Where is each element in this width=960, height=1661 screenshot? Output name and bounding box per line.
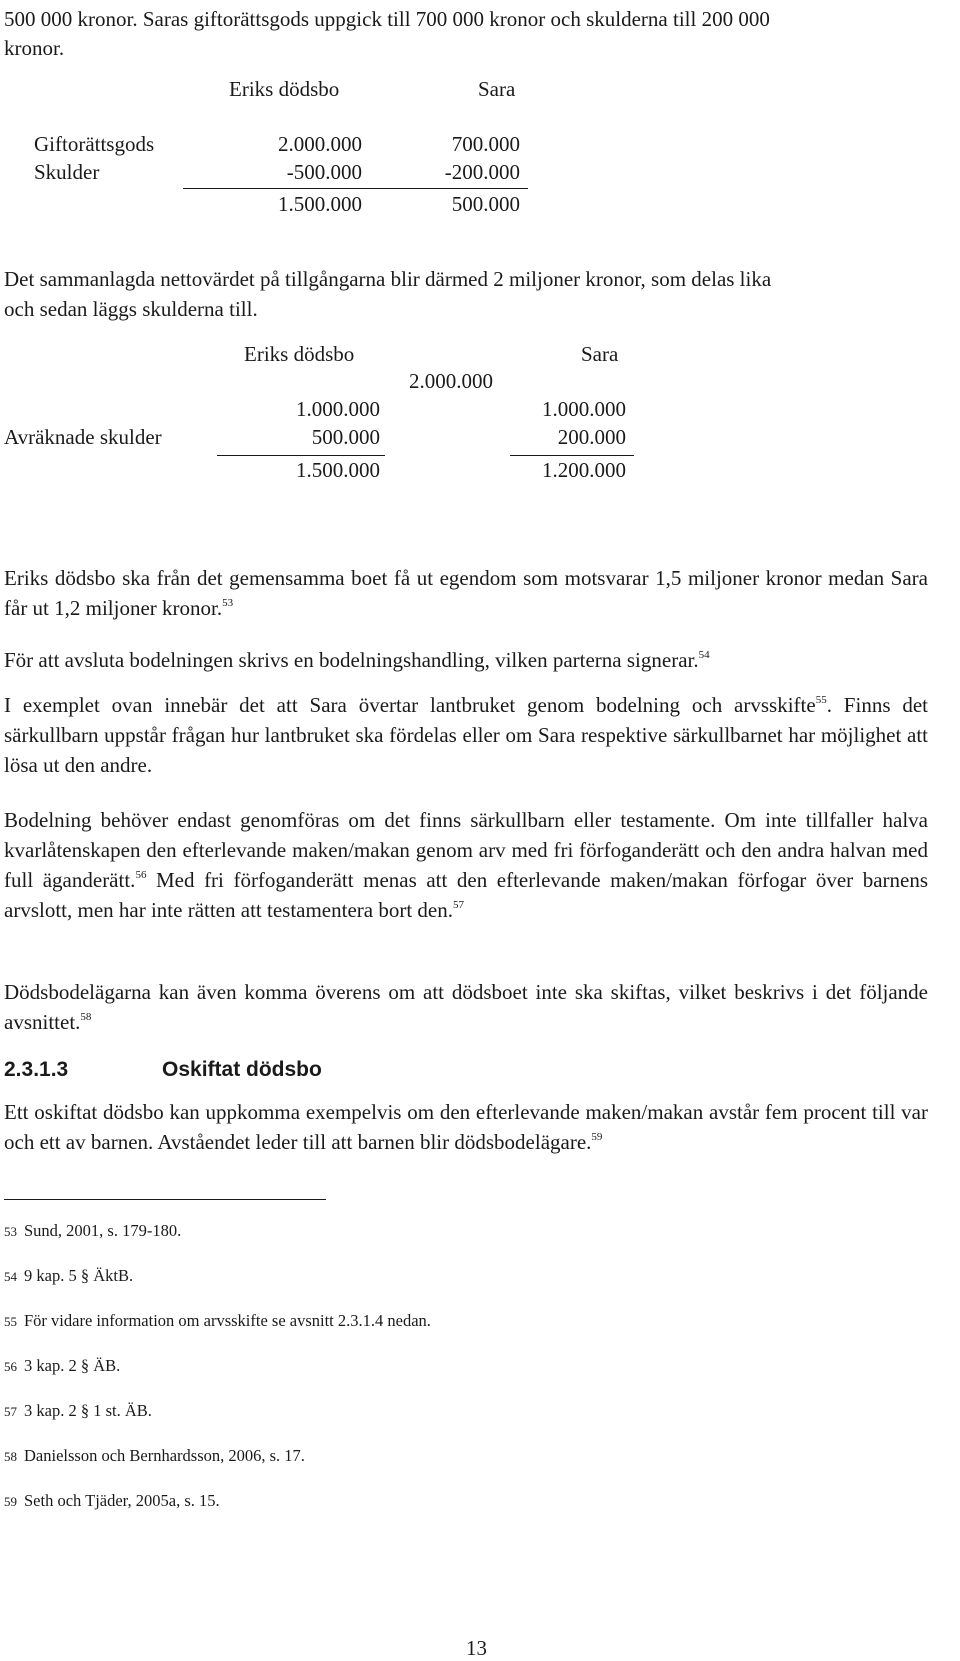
paragraph: För att avsluta bodelningen skrivs en bodelningshandling, vilken parterna signerar.$^{54}$ [4,648,710,672]
footnote: 53 Sund, 2001, s. 179-180. [4,1221,182,1240]
footnote-ref[interactable]: 54 [698,649,710,661]
table1-header-erik: Eriks dödsbo [229,77,340,101]
footnote: 54 9 kap. 5 § ÄktB. [4,1266,134,1285]
page-number: 13 [466,1636,487,1660]
section-number: 2.3.1.3 [4,1058,69,1081]
table2-combined: 2.000.000 [409,369,493,393]
footnote: 57 3 kap. 2 § 1 st. ÄB. [4,1401,152,1420]
paragraph: I exemplet ovan innebär det att Sara övertar lantbruket genom bodelning och arvsskifte$^{55}$. Finns det särkullbarn uppstår frågan hur lantbruket ska fördelas eller om Sara respektive särkullbarnet har möjlighet att lösa ut den andre. [4,693,929,777]
table1-row-label: Giftorättsgods [34,132,155,156]
paragraph-line: Det sammanlagda nettovärdet på tillgångarna blir därmed 2 miljoner kronor, som delas lika [4,267,772,291]
footnote-ref[interactable]: 59 [591,1131,603,1143]
table1-total-sara: 500.000 [451,192,520,216]
paragraph: Dödsbodelägarna kan även komma överens om att dödsboet inte ska skiftas, vilket beskrivs i det följande avsnittet.$^{58}$ [4,980,928,1034]
table2-debt-erik: 500.000 [311,425,380,449]
footnote-separator [4,1199,326,1200]
table1-cell-erik: 2.000.000 [278,132,362,156]
footnote-ref[interactable]: 57 [453,899,464,911]
paragraph: Eriks dödsbo ska från det gemensamma boet få ut egendom som motsvarar 1,5 miljoner kronor medan Sara får ut 1,2 miljoner kronor.$^{53}$ [4,566,928,620]
footnote-ref[interactable]: 56 [135,869,147,881]
footnote: 56 3 kap. 2 § ÄB. [4,1356,121,1375]
intro-line-1: 500 000 kronor. Saras giftorättsgods uppgick till 700 000 kronor och skulderna till 200 000 [4,7,770,31]
table2-total-sara: 1.200.000 [542,458,626,482]
paragraph: Bodelning behöver endast genomföras om det finns särkullbarn eller testamente. Om inte tillfaller halva kvarlåtenskapen den efterlevande maken/makan genom arv med fri förfoganderätt och den andra halvan med full äganderätt.$^{56}$ Med fri förfoganderätt menas att den efterlevande maken/makan förfogar över barnens arvslott, men har inte rätten att testamentera bort den.$^{57}$ [4,808,929,922]
table2-half-erik: 1.000.000 [296,397,380,421]
table2-debt-sara: 200.000 [557,425,626,449]
section-title: Oskiftat dödsbo [162,1058,322,1081]
paragraph: Ett oskiftat dödsbo kan uppkomma exempelvis om den efterlevande maken/makan avstår fem procent till var och ett av barnen. Avståendet leder till att barnen blir dödsbodelägare.$^{59}$ [4,1100,928,1154]
table2-total-erik: 1.500.000 [296,458,380,482]
table1-cell-sara: -200.000 [444,160,520,184]
footnote-ref[interactable]: 55 [815,694,827,706]
table1-sum-rule [183,188,528,189]
table1-row-label: Skulder [34,160,100,184]
footnote: 55 För vidare information om arvsskifte se avsnitt 2.3.1.4 nedan. [4,1311,431,1330]
table1-header-sara: Sara [478,77,516,101]
paragraph-line: och sedan läggs skulderna till. [4,297,258,321]
intro-line-2: kronor. [4,36,65,60]
table2-debt-label: Avräknade skulder [4,425,162,449]
footnote: 58 Danielsson och Bernhardsson, 2006, s. 17. [4,1446,305,1465]
table1-cell-sara: 700.000 [451,132,520,156]
footnote: 59 Seth och Tjäder, 2005a, s. 15. [4,1491,220,1510]
table2-header-sara: Sara [581,342,619,366]
table2-half-sara: 1.000.000 [542,397,626,421]
table2-header-erik: Eriks dödsbo [244,342,355,366]
footnote-ref[interactable]: 58 [80,1011,92,1023]
table1-cell-erik: -500.000 [286,160,362,184]
table1-total-erik: 1.500.000 [278,192,362,216]
footnote-ref[interactable]: 53 [222,597,234,609]
